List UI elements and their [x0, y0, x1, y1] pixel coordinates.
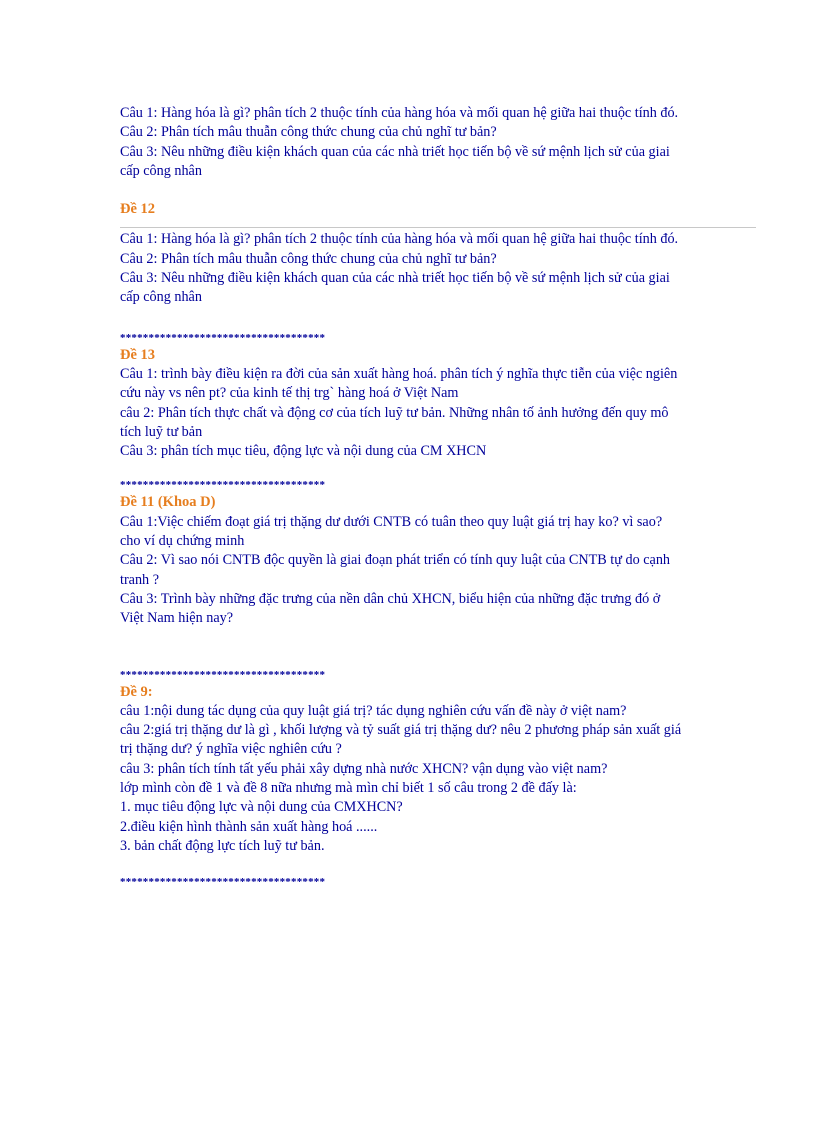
exam-heading: Đề 11 (Khoa D) — [120, 494, 216, 511]
question-line: cấp công nhân — [120, 162, 202, 179]
question-line: 3. bản chất động lực tích luỹ tư bản. — [120, 837, 325, 854]
question-line: 2.điều kiện hình thành sản xuất hàng hoá ...... — [120, 818, 378, 835]
question-line: Câu 2: Vì sao nói CNTB độc quyền là giai đoạn phát triển có tính quy luật của CNTB tự do cạnh — [120, 552, 671, 569]
separator-stars: ************************************ — [120, 331, 326, 344]
question-line: Câu 1:Việc chiếm đoạt giá trị thặng dư dưới CNTB có tuân theo quy luật giá trị hay ko? vì sao? — [120, 513, 663, 530]
exam-heading: Đề 9: — [120, 683, 153, 700]
question-line: trị thặng dư? ý nghĩa việc nghiên cứu ? — [120, 741, 342, 758]
document-page — [120, 104, 756, 890]
separator-stars: ************************************ — [120, 479, 326, 492]
question-line: câu 3: phân tích tính tất yếu phải xây dựng nhà nước XHCN? vận dụng vào việt nam? — [120, 760, 608, 777]
question-line: câu 1:nội dung tác dụng của quy luật giá trị? tác dụng nghiên cứu vấn đề này ở việt nam? — [120, 702, 627, 719]
question-line: Câu 1: Hàng hóa là gì? phân tích 2 thuộc tính của hàng hóa và mối quan hệ giữa hai thuộc tính đó. — [120, 105, 679, 121]
question-line: cấp công nhân — [120, 289, 202, 306]
exam-block-de13 — [120, 330, 756, 462]
intro-block — [120, 104, 756, 181]
question-line: lớp mình còn đề 1 và đề 8 nữa nhưng mà mìn chỉ biết 1 số câu trong 2 đề đấy là: — [120, 780, 577, 797]
question-line: câu 2:giá trị thặng dư là gì , khối lượng và tỷ suất giá trị thặng dư? nêu 2 phương pháp sản xuất giá — [120, 722, 682, 739]
exam-block-de11 — [120, 477, 756, 628]
separator-stars: ************************************ — [120, 668, 326, 681]
question-line: Câu 1: Hàng hóa là gì? phân tích 2 thuộc tính của hàng hóa và mối quan hệ giữa hai thuộc tính đó. — [120, 231, 679, 248]
question-line: Câu 3: phân tích mục tiêu, động lực và nội dung của CM XHCN — [120, 443, 487, 460]
separator-stars: ************************************ — [120, 876, 326, 889]
question-line: cứu này vs nên pt? của kinh tế thị trg` hàng hoá ở Việt Nam — [120, 385, 459, 402]
question-line: Câu 3: Nêu những điều kiện khách quan của các nhà triết học tiến bộ về sứ mệnh lịch sử của giai — [120, 270, 670, 287]
question-line: 1. mục tiêu động lực và nội dung của CMXHCN? — [120, 799, 403, 816]
exam-heading: Đề 13 — [120, 346, 156, 363]
question-line: Câu 1: trình bày điều kiện ra đời của sản xuất hàng hoá. phân tích ý nghĩa thực tiễn của việc ngiên — [120, 365, 678, 382]
question-line: câu 2: Phân tích thực chất và động cơ của tích luỹ tư bản. Những nhân tố ảnh hưởng đến quy mô — [120, 404, 669, 421]
question-line: Câu 3: Trình bày những đặc trưng của nền dân chủ XHCN, biểu hiện của những đặc trưng đó ở — [120, 590, 661, 607]
exam-block-de12 — [120, 200, 756, 307]
question-line: Câu 2: Phân tích mâu thuẫn công thức chung của chủ nghĩ tư bản? — [120, 124, 497, 141]
exam-heading: Đề 12 — [120, 201, 156, 218]
question-line: tranh ? — [120, 571, 159, 588]
question-line: tích luỹ tư bản — [120, 423, 203, 440]
question-line: cho ví dụ chứng minh — [120, 533, 245, 550]
exam-block-de9 — [120, 667, 756, 857]
question-line: Câu 3: Nêu những điều kiện khách quan của các nhà triết học tiến bộ về sứ mệnh lịch sử của giai — [120, 143, 670, 160]
question-line: Việt Nam hiện nay? — [120, 610, 234, 627]
question-line: Câu 2: Phân tích mâu thuẫn công thức chung của chủ nghĩ tư bản? — [120, 250, 497, 267]
